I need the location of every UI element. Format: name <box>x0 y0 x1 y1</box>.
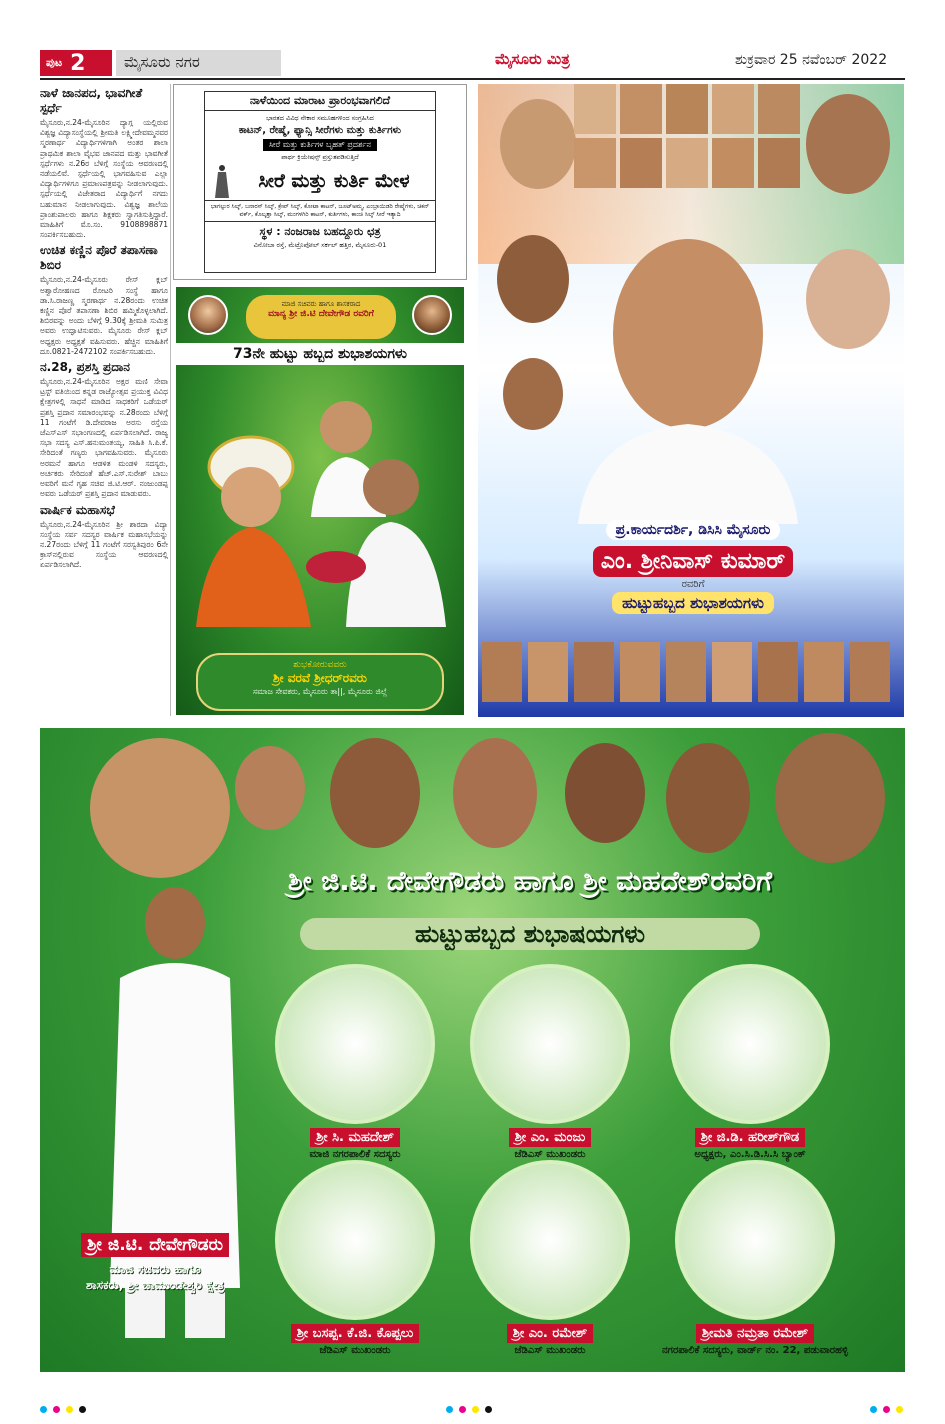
birthday-ad-devegowda-mahadesh <box>40 728 905 1372</box>
story-body: ಮೈಸೂರು,ನ.24-ಮೈಸೂರು ರೇಸ್ ಕ್ಲಬ್ ಅಶ್ವಾರೋಹಣದ ರೋಟರಿ ಸಂಸ್ಥೆ ಹಾಗೂ ಡಾ.ಸಿ.ರಾಜಣ್ಣ ಸ್ಮರಣಾರ್ಥ ನ.28ರಂದು ಉಚಿತ ಕಣ್ಣಿನ ಪೊರೆ ತಪಾಸಣಾ ಶಿಬಿರ ಹಮ್ಮಿಕೊಳ್ಳಲಾಗಿದೆ. ಶಿಬಿರವನ್ನು ಅಂದು ಬೆಳಿಗ್ಗೆ 9.30ಕ್ಕೆ ಶ್ರೀಮತಿ ಸುಮಿತ್ರ ಅವರು ಉದ್ಘಾಟಿಸುವರು. ಮೈಸೂರು ರೇಸ್ ಕ್ಲಬ್ ಅಧ್ಯಕ್ಷರು ಅಧ್ಯಕ್ಷತೆ ವಹಿಸುವರು. ಹೆಚ್ಚಿನ ಮಾಹಿತಿಗೆ ದೂ.0821-2472102 ಸಂಪರ್ಕಿಸಬಹುದು. <box>40 275 168 356</box>
portrait-ring <box>470 1160 630 1320</box>
ad-subheadline: ಹುಟ್ಟುಹಬ್ಬದ ಶುಭಾಷಯಗಳು <box>300 918 760 950</box>
page-number: 2 <box>70 50 86 76</box>
story-body: ಮೈಸೂರು,ನ.24-ಮೈಸೂರಿನ ದ್ಯಾಗ್ಗ ಯಲ್ಲಿರುವ ವಿಶ್ವಜ್ಞ ವಿದ್ಯಾಸಂಸ್ಥೆಯಲ್ಲಿ ಶ್ರೀಮತಿ ಲಕ್ಷ್ಮೀದೇವಮ್ಮನವರ ಸ್ಮರಣಾರ್ಥ ವಿದ್ಯಾರ್ಥಿಗಳಿಗಾಗಿ ಅಂತರ ಶಾಲಾ ಪ್ರಾಥಮಿಕ ಶಾಲಾ ವೈಭವ ಜಾನಪದ ಮತ್ತು ಭಾವಗೀತೆ ಸ್ಪರ್ಧೆಗಳು ನ.26ರ ಬೆಳಿಗ್ಗೆ ಸಂಸ್ಥೆಯ ಆವರಣದಲ್ಲಿ ನಡೆಯಲಿವೆ. ಸ್ಪರ್ಧೆಯಲ್ಲಿ ಭಾಗವಹಿಸುವ ಎಲ್ಲಾ ವಿದ್ಯಾರ್ಥಿಗಳಿಗೂ ಪ್ರಮಾಣಪತ್ರವನ್ನು ನೀಡಲಾಗುವುದು. ಸ್ಪರ್ಧೆಯಲ್ಲಿ ವಿಜೇತರಾದ ವಿದ್ಯಾರ್ಥಿಗೆ ನಗದು ಬಹುಮಾನ ನೀಡಲಾಗುವುದು. ವಿಶ್ವಜ್ಞ ಶಾಲೆಯ ಪ್ರಾಂಶುಪಾಲರು ಹಾಗೂ ಶಿಕ್ಷಕರು ಸ್ವಾಗತಿಸುತ್ತಿದ್ದಾರೆ. ಮಾಹಿತಿಗೆ ಮೊ.ಸಂ. 9108898871 ಸಂಪರ್ಕಿಸಬಹುದು. <box>40 118 168 240</box>
cyan-dot <box>446 1406 453 1413</box>
person-name: ಶ್ರೀ ಎಂ. ಮಂಜು <box>509 1128 592 1147</box>
story-headline: ನ.28, ಪ್ರಶಸ್ತಿ ಪ್ರದಾನ <box>40 360 130 375</box>
banner-subtitle: ಮಾಜಿ ಸಚಿವರು ಹಾಗೂ ಶಾಸಕರಾದ <box>281 300 361 308</box>
magenta-dot <box>459 1406 466 1413</box>
person-name: ಶ್ರೀ ಬಸಪ್ಪ. ಕೆ.ಜಿ. ಕೊಪ್ಪಲು <box>291 1324 420 1343</box>
story-headline: ನಾಳೆ ಜಾನಪದ, ಭಾವಗೀತೆ ಸ್ಪರ್ಧೆ <box>40 86 143 115</box>
story-body: ಮೈಸೂರು,ನ.24-ಮೈಸೂರಿನ ಶ್ರೀ ಶಾರದಾ ವಿದ್ಯಾ ಸಂಸ್ಥೆಯ ಸರ್ವ ಸದಸ್ಯರ ವಾರ್ಷಿಕ ಮಹಾಸಭೆಯನ್ನು ನ.27ರಂದು ಬೆಳಿಗ್ಗೆ 11 ಗಂಟೆಗೆ ಸರಸ್ವತಿಪುರಂ 6ನೇ ಕ್ರಾಸ್‌ನಲ್ಲಿರುವ ಸಂಸ್ಥೆಯ ಆವರಣದಲ್ಲಿ ಏರ್ಪಡಿಸಲಾಗಿದೆ. <box>40 519 168 570</box>
person-card <box>460 964 640 1160</box>
yellow-dot <box>472 1406 479 1413</box>
story-headline: ವಾರ್ಷಿಕ ಮಹಾಸಭೆ <box>40 502 115 517</box>
person-role: ಜೆಡಿಎಸ್ ಮುಖಂಡರು <box>319 1345 391 1356</box>
yellow-dot <box>66 1406 73 1413</box>
portrait-ring <box>675 1160 835 1320</box>
portrait-ring <box>275 1160 435 1320</box>
portrait-ring <box>470 964 630 1124</box>
banner-name: ಮಾನ್ಯ ಶ್ರೀ ಜಿ.ಟಿ ದೇವೇಗೌಡ ರವರಿಗೆ <box>268 309 374 319</box>
ad-title: ಸೀರೆ ಮತ್ತು ಕುರ್ತಿ ಮೇಳ <box>258 170 410 192</box>
person-card <box>265 964 445 1160</box>
birthday-wish: ಹುಟ್ಟುಹಬ್ಬದ ಶುಭಾಶಯಗಳು <box>612 592 774 614</box>
ad-products: ಕಾಟನ್, ರೇಷ್ಮೆ, ಫ್ಯಾನ್ಸಿ ಸೀರೆಗಳು ಮತ್ತು ಕುರ್ತಿಗಳು <box>238 125 402 136</box>
person-name: ಶ್ರೀ ಎಂ. ರಮೇಶ್ <box>507 1324 593 1343</box>
section-title: ಮೈಸೂರು ನಗರ <box>116 50 281 76</box>
page-label: ಪುಟ <box>46 56 63 69</box>
saree-mela-ad <box>173 84 467 280</box>
portrait-ring <box>275 964 435 1124</box>
ad-caption <box>518 519 868 629</box>
greeter-role: ಸಮಾಜ ಸೇವಕರು, ಮೈಸೂರು ತಾ||, ಮೈಸೂರು ಜಿಲ್ಲೆ <box>252 687 388 696</box>
ad-brands: ಭಾಗಲ್ಪುರ ಸಿಲ್ಕ್, ಬನಾರಸ್ ಸಿಲ್ಕ್, ಕ್ರೇಪ್ ಸಿಲ್ಕ್, ಕೋಟಾ ಕಾಟನ್, ಜೂಟ್‌ಅಮ್ಮ, ಎಂಬ್ರಾಯಿಡರಿ ರೇಷ್ಮೆಗಳು, ಚಿಕನ್ ವರ್ಕ್, ಕೊಲ್ಕತ್ತಾ ಸಿಲ್ಕ್, ಮಂಗಳಗಿರಿ ಕಾಟನ್, ಕುರ್ತಿಗಳು, ಕಾಂಚಿ ಸಿಲ್ಕ್ ಸೀರೆ ಇತ್ಯಾದಿ <box>205 200 435 222</box>
column-divider <box>170 84 171 716</box>
page-header <box>0 0 945 80</box>
person-card <box>265 1160 445 1356</box>
person-card <box>645 1160 865 1356</box>
birthday-ad-gt-devegowda <box>176 287 464 715</box>
person-role: ಜೆಡಿಎಸ್ ಮುಖಂಡರು <box>514 1345 586 1356</box>
portrait-thumbnail <box>412 295 452 335</box>
person-card <box>460 1160 640 1356</box>
header-rule <box>40 78 905 80</box>
ad-signature <box>196 653 444 711</box>
leader-role-line2: ಶಾಸಕರು, ಶ್ರೀ ಚಾಮುಂಡೇಶ್ವರಿ ಕ್ಷೇತ್ರ <box>85 1278 225 1292</box>
leader-role-line1: ಮಾಜಿ ಸಚಿವರು ಹಾಗೂ <box>109 1262 201 1276</box>
magenta-dot <box>883 1406 890 1413</box>
person-name: ಶ್ರೀ ಸಿ. ಮಹದೇಶ್ <box>310 1128 400 1147</box>
cyan-dot <box>870 1406 877 1413</box>
story-headline: ಉಚಿತ ಕಣ್ಣಿನ ಪೊರೆ ತಪಾಸಣಾ ಶಿಬಿರ <box>40 243 158 273</box>
magenta-dot <box>53 1406 60 1413</box>
dateline: ಶುಕ್ರವಾರ 25 ನವೆಂಬರ್ 2022 <box>735 52 888 68</box>
portrait-thumbnail <box>188 295 228 335</box>
person-role: ಮಾಜಿ ನಗರಪಾಲಿಕೆ ಸದಸ್ಯರು <box>309 1149 401 1160</box>
black-dot <box>79 1406 86 1413</box>
ad-origin: ಭಾರತದ ವಿವಿಧ ನೇಕಾರ ಸಮೂಹಗಳಿಂದ ಸಂಗ್ರಹಿಸಿದ <box>266 114 374 122</box>
cyan-dot <box>40 1406 47 1413</box>
greeter-label: ಶುಭಕೋರುವವರು <box>293 660 347 670</box>
portrait-group <box>186 377 456 627</box>
news-column <box>40 84 168 724</box>
ad-presenter: ಪಾರ್ಥ ಕ್ರಿಯೇಷನ್ಸ್ ಪ್ರಸ್ತುತಪಡಿಸುತ್ತಿದೆ <box>281 153 359 161</box>
registration-marks <box>40 1406 86 1413</box>
ad-exhibition: ಸೀರೆ ಮತ್ತು ಕುರ್ತಿಗಳ ಬೃಹತ್ ಪ್ರದರ್ಶನ <box>263 139 377 151</box>
person-name: ಶ್ರೀಮತಿ ನಮ್ರತಾ ರಮೇಶ್ <box>696 1324 814 1343</box>
greeter-name: ಶ್ರೀ ವರವೆ ಶ್ರೀಧರ್‌ರವರು <box>273 671 367 685</box>
ad-sale-start: ನಾಳೆಯಿಂದ ಮಾರಾಟ ಪ್ರಾರಂಭವಾಗಲಿದೆ <box>205 92 435 111</box>
story-body: ಮೈಸೂರು,ನ.24-ಮೈಸೂರಿನ ಅಕ್ಷರ ಮಣಿ ಸೇವಾ ಟ್ರಸ್ಟ್ ವತಿಯಿಂದ ಕನ್ನಡ ರಾಜ್ಯೋತ್ಸವ ಪ್ರಯುಕ್ತ ವಿವಿಧ ಕ್ಷೇತ್ರಗಳಲ್ಲಿ ಸಾಧನೆ ಮಾಡಿದ ಸಾಧಕರಿಗೆ ಒಡೆಯರ್ ಪ್ರಶಸ್ತಿ ಪ್ರದಾನ ಸಮಾರಂಭವನ್ನು ನ.28ರಂದು ಬೆಳಿಗ್ಗೆ 11 ಗಂಟೆಗೆ ಡಿ.ದೇವರಾಜ ಅರಸು ರಸ್ತೆಯ ಜೆಎಸ್‌ಎಸ್ ಸಭಾಂಗಣದಲ್ಲಿ ಏರ್ಪಡಿಸಲಾಗಿದೆ. ರಾಜ್ಯ ಸಭಾ ಸದಸ್ಯ ಎಸ್.ಹನುಮಂತಯ್ಯ, ಸಾಹಿತಿ ಸಿ.ಪಿ.ಕೆ. ಸೇರಿದಂತೆ ಗಣ್ಯರು ಭಾಗವಹಿಸುವರು. ಮೈಸೂರು ಅರಮನೆ ಹಾಗೂ ಆಡಳಿತ ಮಂಡಳಿ ಸದಸ್ಯರು, ಅರ್ಚಕರು ಸೇರಿದಂತೆ ಹೆಚ್.ಎಸ್.ಸುರೇಶ್ ಬಾಬು ಅವರಿಗೆ ಮನೆ ಗೃಹ ಸಚಿವ ಜಿ.ಟಿ.ಆರ್. ನಂಜುಂಡಪ್ಪ ಅವರು ಒಡೆಯರ್ ಪ್ರಶಸ್ತಿ ಪ್ರದಾನ ಮಾಡುವರು. <box>40 377 168 499</box>
ad-venue: ಸ್ಥಳ : ನಂಜರಾಜ ಬಹದ್ದೂರು ಛತ್ರ <box>259 225 381 238</box>
masthead: ಮೈಸೂರು ಮಿತ್ರ <box>495 50 570 68</box>
black-dot <box>485 1406 492 1413</box>
honoree-suffix: ರವರಿಗೆ <box>681 579 705 590</box>
person-role: ಜೆಡಿಎಸ್ ಮುಖಂಡರು <box>514 1149 586 1160</box>
person-role: ಅಧ್ಯಕ್ಷರು, ಎಂ.ಸಿ.ಡಿ.ಸಿ.ಸಿ ಬ್ಯಾಂಕ್ <box>694 1149 806 1160</box>
registration-marks <box>446 1406 492 1413</box>
person-role: ನಗರಪಾಲಿಕೆ ಸದಸ್ಯರು, ವಾರ್ಡ್ ನಂ. 22, ಪಡುವಾರಹಳ್ಳಿ <box>661 1345 849 1356</box>
woman-figure-icon <box>211 164 233 198</box>
person-name: ಶ್ರೀ ಜಿ.ಡಿ. ಹರೀಶ್‌ಗೌಡ <box>695 1128 805 1147</box>
registration-marks <box>870 1406 903 1413</box>
birthday-greeting: 73ನೇ ಹುಟ್ಟು ಹಬ್ಬದ ಶುಭಾಶಯಗಳು <box>176 343 464 365</box>
leader-name: ಶ್ರೀ ಜಿ.ಟಿ. ದೇವೇಗೌಡರು <box>81 1233 229 1257</box>
ad-banner <box>246 295 396 339</box>
supporters-portrait-row <box>478 640 904 710</box>
page-badge <box>40 50 112 76</box>
birthday-ad-srinivas-kumar <box>478 84 904 717</box>
leader-caption <box>50 1233 260 1293</box>
honoree-name: ಎಂ. ಶ್ರೀನಿವಾಸ್ ಕುಮಾರ್ <box>593 546 793 577</box>
ad-headline: ಶ್ರೀ ಜಿ.ಟಿ. ದೇವೇಗೌಡರು ಹಾಗೂ ಶ್ರೀ ಮಹದೇಶ್‌ರವರಿಗೆ <box>288 866 772 897</box>
ad-address: ವಿನೋಬಾ ರಸ್ತೆ, ಮೆಟ್ರೊಪೋಲ್ ಸರ್ಕಲ್ ಹತ್ತಿರ, ಮೈಸೂರು-01 <box>253 241 387 249</box>
person-card <box>660 964 840 1160</box>
portrait-ring <box>670 964 830 1124</box>
yellow-dot <box>896 1406 903 1413</box>
honoree-title: ಪ್ರ.ಕಾರ್ಯದರ್ಶಿ, ಡಿಸಿಸಿ ಮೈಸೂರು <box>606 520 781 540</box>
